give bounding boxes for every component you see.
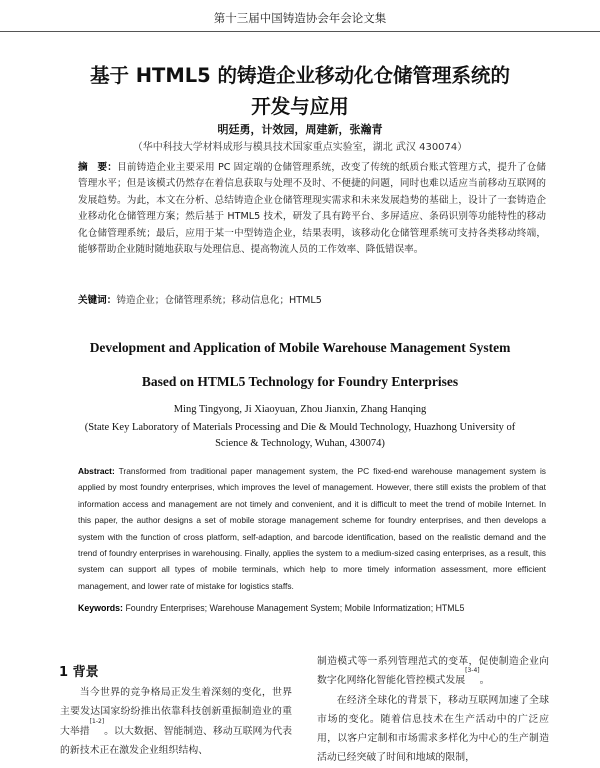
section-heading: 1 背景 — [59, 665, 99, 680]
body-right-column — [317, 652, 549, 768]
keywords-cn — [78, 292, 546, 306]
title-cn-line1: 基于 HTML5 的铸造企业移动化仓储管理系统的 — [89, 64, 511, 87]
keywords-cn-label: 关键词： — [78, 295, 117, 306]
abstract-en-label: Abstract: — [78, 466, 115, 476]
abstract-cn-text: 目前铸造企业主要采用 PC 固定端的仓储管理系统，改变了传统的纸质台账式管理方式，提升了仓储管理水平；但是该模式仍然存在着信息获取与处理不及时、不便捷的问题，同时也难以适应当前移动互联网的发展趋势。为此，本文在分析、总结铸造企业仓储管理现实需求和未来发展趋势的基础上，设计了一套铸造企业移动化仓储管理方案；然后基于 HTML5 技术，研发了具有跨平台、多屏适应、条码识别等功能特性的移动化仓储管理系统；最后，应用于某一中型铸造企业，结果表明，该移动化仓储管理系统可支持各类移动终端，能够帮助企业随时随地获取与处理信息、提高物流人员的工作效率、降低错误率。 — [78, 162, 547, 256]
running-header: 第十三届中国铸造协会年会论文集 — [213, 11, 387, 25]
authors-cn: 明廷勇，计效园，周建新，张瀚青 — [217, 123, 383, 136]
affiliation-cn: （华中科技大学材料成形与模具技术国家重点实验室，湖北 武汉 430074） — [132, 142, 468, 153]
keywords-en-text: Foundry Enterprises; Warehouse Management System; Mobile Informatization; HTML5 — [125, 603, 465, 613]
keywords-cn-text: 铸造企业；仓储管理系统；移动信息化；HTML5 — [116, 295, 322, 306]
body-right-paragraph-1 — [317, 652, 549, 691]
citation-3-4: [3-4] — [465, 667, 480, 675]
citation-1-2: [1-2] — [89, 717, 105, 725]
body-left-text-b: 。以大数据、智能制造、移动互联网为代表的新技术正在激发企业组织结构、 — [60, 725, 292, 756]
keywords-en-label: Keywords: — [78, 603, 123, 613]
abstract-cn-label: 摘 要： — [78, 162, 118, 173]
body-right-text-b: 。 — [479, 675, 490, 687]
body-right-paragraph-2: 在经济全球化的背景下，移动互联网加速了全球市场的变化。随着信息技术在生产活动中的广泛应用，以客户定制和市场需求多样化为中心的生产制造活动已经突破了时间和地域的限制， — [317, 694, 549, 764]
abstract-en — [78, 463, 546, 594]
authors-en: Ming Tingyong, Ji Xiaoyuan, Zhou Jianxin, Zhang Hanqing — [173, 404, 427, 415]
abstract-cn — [78, 160, 546, 258]
affiliation-en: (State Key Laboratory of Materials Processing and Die & Mould Technology, Huazhong University of Science & Technology, Wuhan, 430074) — [84, 422, 516, 449]
body-left-column — [60, 683, 292, 760]
keywords-en — [78, 603, 546, 613]
body-left-text-a: 当今世界的竞争格局正发生着深刻的变化，世界主要发达国家纷纷推出依靠科技创新重振制造业的重大举措 — [60, 687, 292, 737]
body-right-text-a: 制造模式等一系列管理范式的变革，促使制造企业向数字化网络化智能化管控模式发展 — [317, 656, 549, 687]
abstract-en-text: Transformed from traditional paper management system, the PC fixed-end warehouse management system is applied by most foundry enterprises, which improves the level of management. However, there still exists the problem of that information access and management are not timely and convenient, and it is difficult to meet the trend of mobile Internet. In this paper, the author designs a set of mobile storage management scheme for foundry enterprises, and then develops a system with the function of cross platform, self-adaption, and barcode identification, based on the realistic demand and the trend of foundry enterprises in warehousing. Finally, applies the system to a medium-sized casing enterprises, as a result, this system can support all types of mobile terminals, which help to more timely information assessment, more efficient management, and lower rate of mistake for logistics staffs. — [78, 466, 546, 591]
title-cn-line2: 开发与应用 — [251, 95, 349, 118]
title-en-line2: Based on HTML5 Technology for Foundry Enterprises — [141, 374, 459, 389]
title-en-line1: Development and Application of Mobile Warehouse Management System — [89, 340, 511, 355]
header-rule — [0, 31, 600, 32]
